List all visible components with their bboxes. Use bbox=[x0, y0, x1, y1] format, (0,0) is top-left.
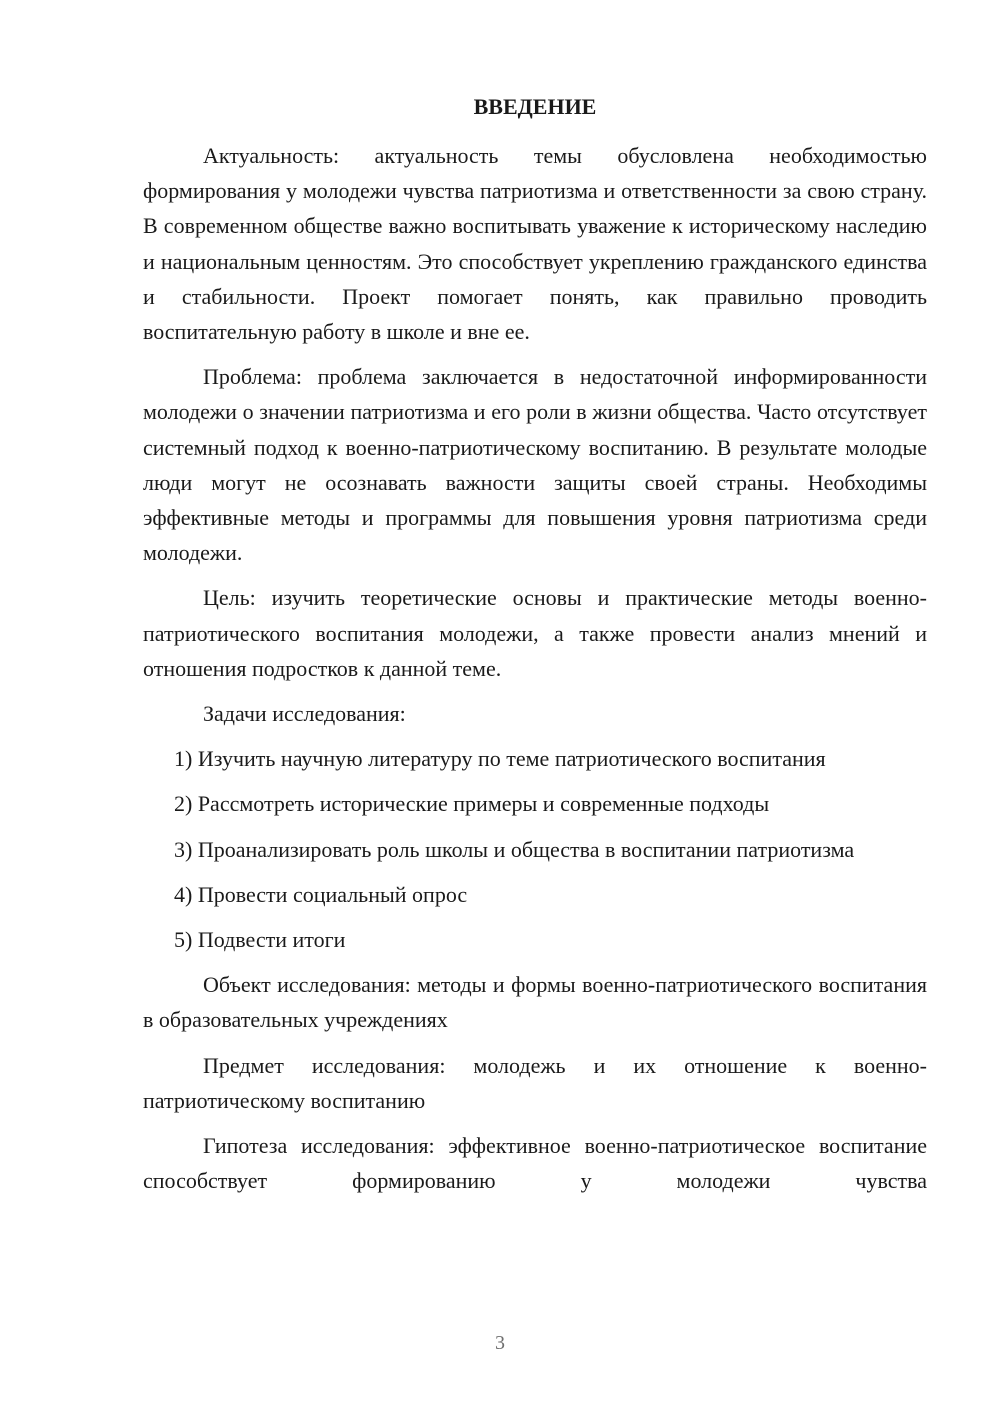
list-item-task-1: 1) Изучить научную литературу по теме патриотического воспитания bbox=[174, 746, 826, 772]
list-item-task-3: 3) Проанализировать роль школы и общества в воспитании патриотизма bbox=[174, 836, 855, 862]
document-title: ВВЕДЕНИЕ bbox=[473, 94, 597, 119]
page-number: 3 bbox=[495, 1332, 505, 1354]
list-item-task-2: 2) Рассмотреть исторические примеры и современные подходы bbox=[174, 791, 770, 817]
paragraph-relevance: Актуальность: актуальность темы обусловлена необходимостью формирования у молодежи чувства патриотизма и ответственности за свою страну. В современном обществе важно воспитывать уважение к историческому наследию и национальным ценностям. Это способствует укреплению гражданского единства и стабильности. Проект помогает понять, как правильно проводить воспитательную работу в школе и вне ее. bbox=[143, 143, 927, 345]
paragraph-hypothesis: Гипотеза исследования: эффективное военно-патриотическое воспитание способствует формированию у молодежи чувства bbox=[143, 1133, 927, 1194]
paragraph-object: Объект исследования: методы и формы военно-патриотического воспитания в образовательных учреждениях bbox=[143, 972, 927, 1033]
list-item-task-5: 5) Подвести итоги bbox=[174, 927, 346, 953]
paragraph-subject: Предмет исследования: молодежь и их отношение к военно-патриотическому воспитанию bbox=[143, 1052, 927, 1113]
paragraph-problem: Проблема: проблема заключается в недостаточной информированности молодежи о значении патриотизма и его роли в жизни общества. Часто отсутствует системный подход к военно-патриотическому воспитанию. В результате молодые люди могут не осознавать важности защиты своей страны. Необходимы эффективные методы и программы для повышения уровня патриотизма среди молодежи. bbox=[143, 364, 927, 566]
document-page bbox=[143, 92, 927, 1198]
list-item-task-4: 4) Провести социальный опрос bbox=[174, 881, 468, 907]
tasks-heading: Задачи исследования: bbox=[203, 701, 406, 727]
paragraph-goal: Цель: изучить теоретические основы и практические методы военно-патриотического воспитания молодежи, а также провести анализ мнений и отношения подростков к данной теме. bbox=[143, 585, 927, 681]
